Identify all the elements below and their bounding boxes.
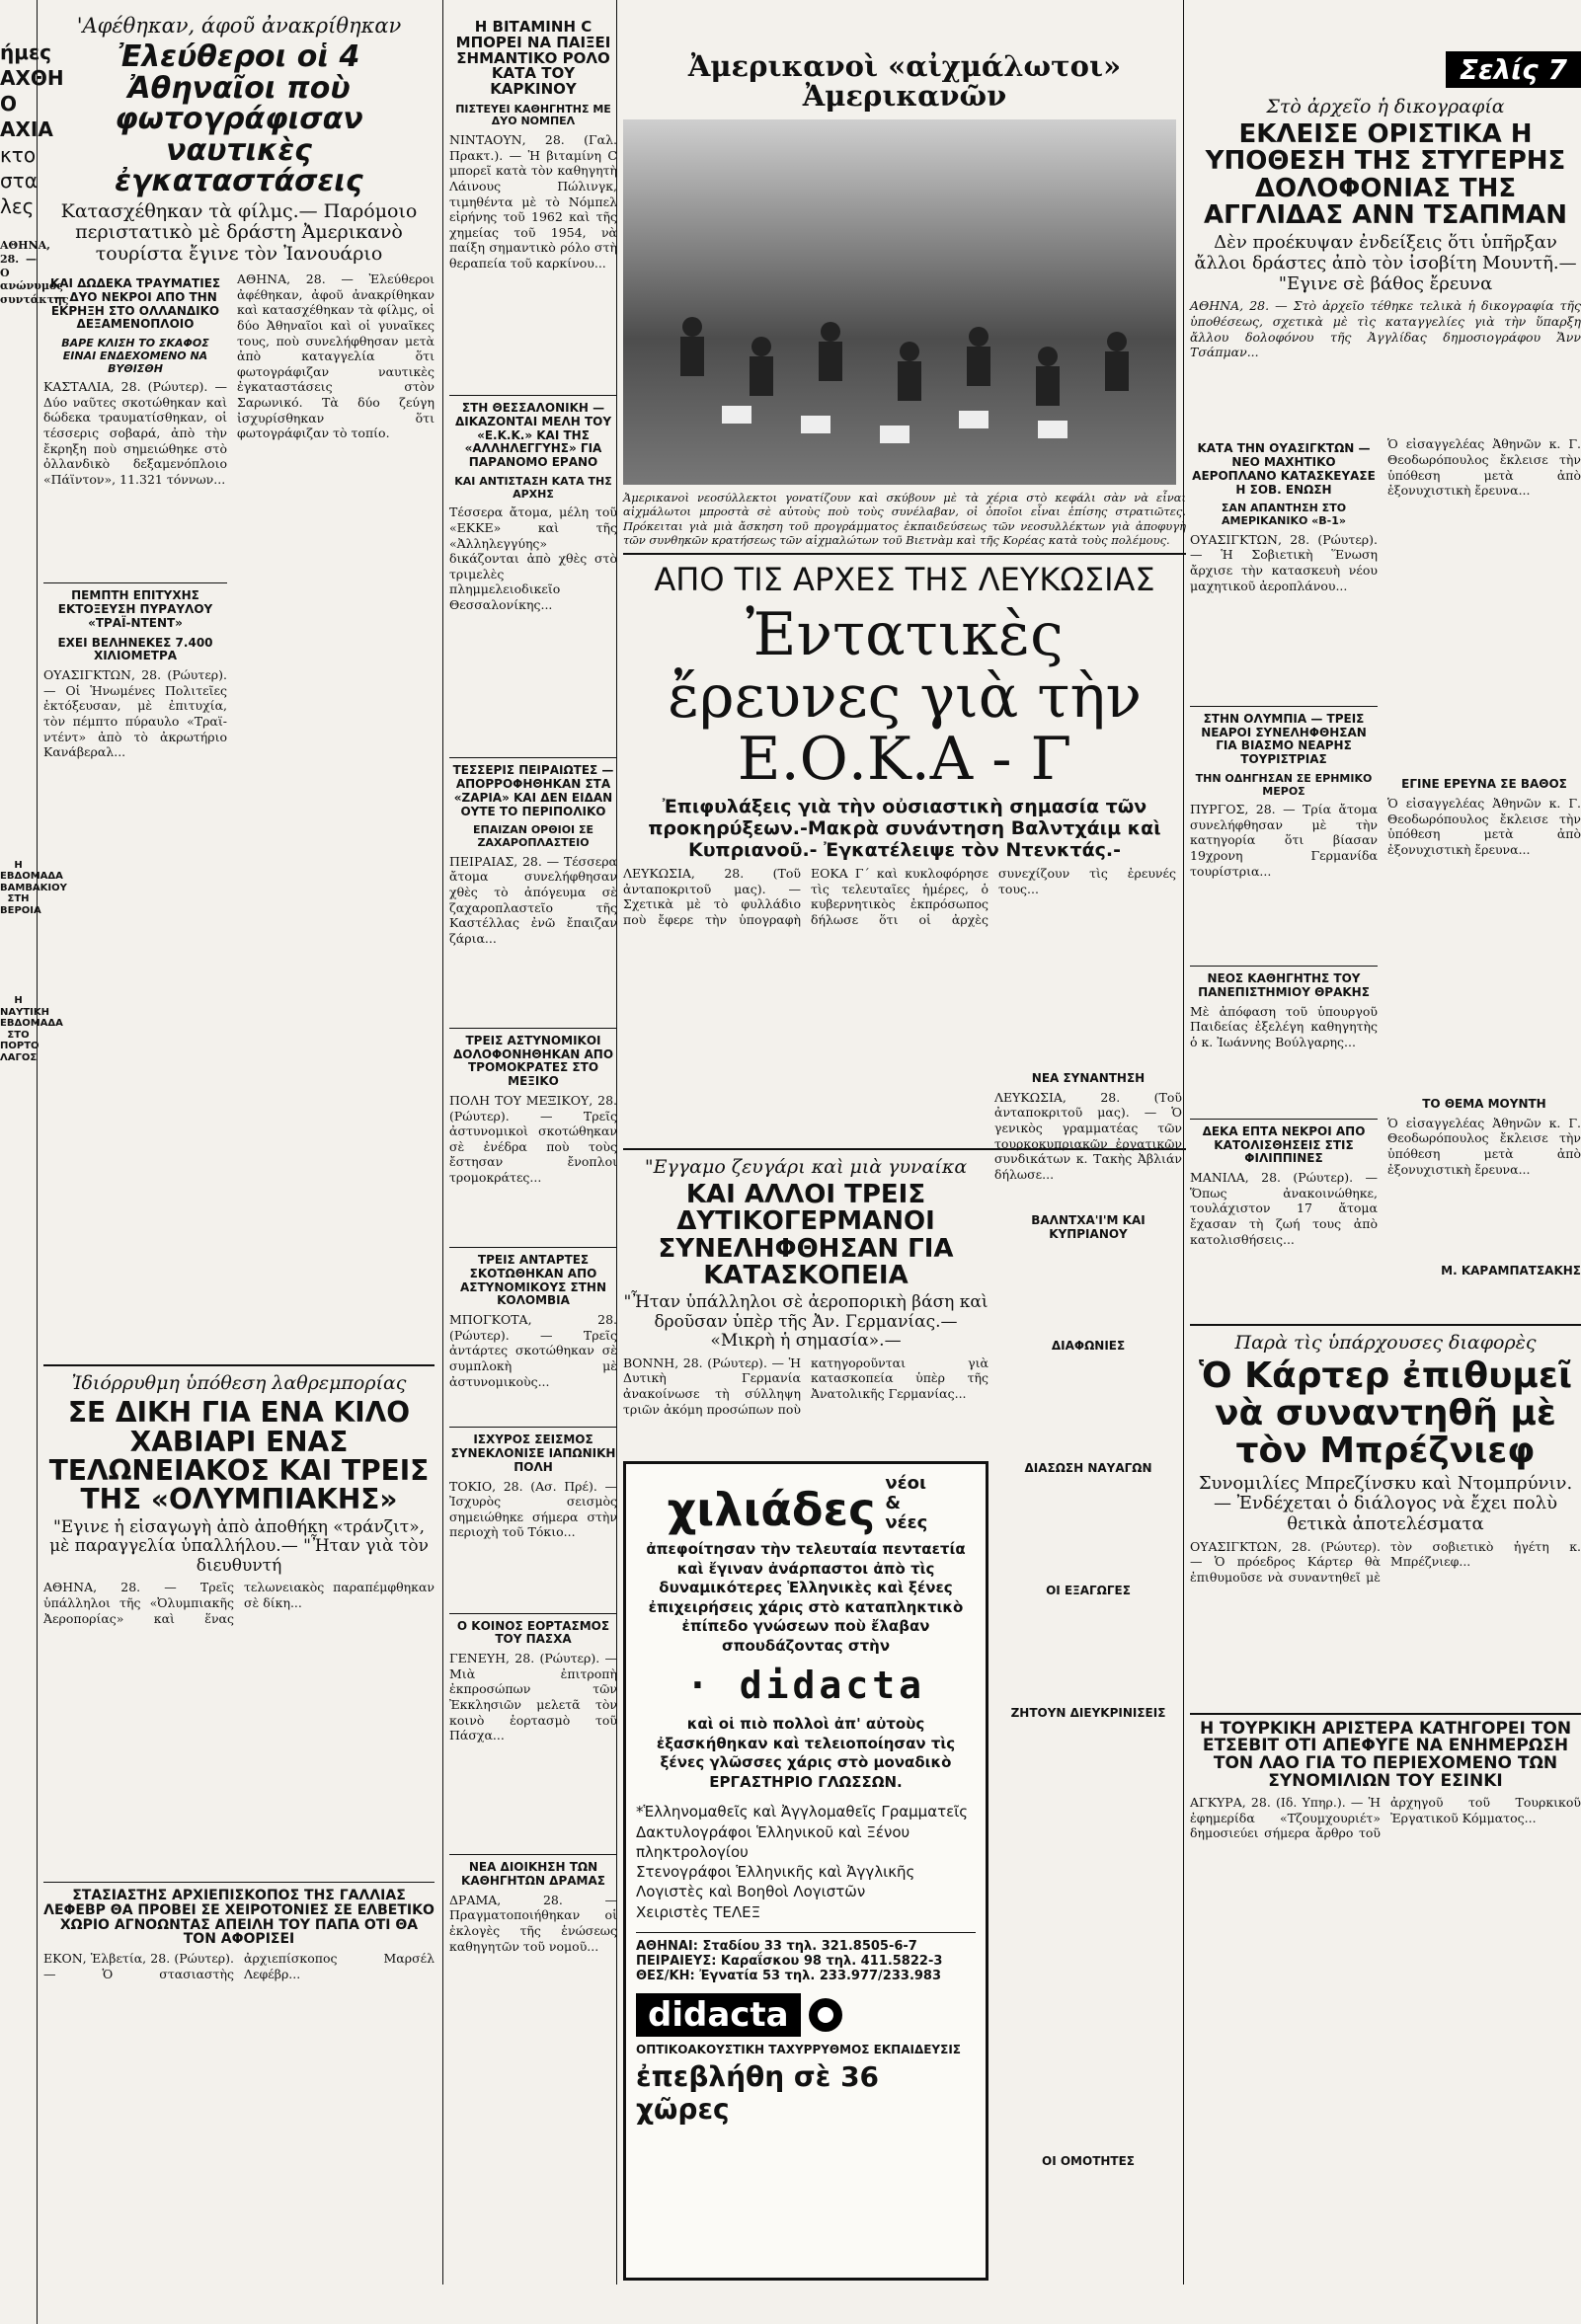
page-badge: Σελίς 7 <box>1446 51 1581 88</box>
article-subhead: ΒΑΡΕ ΚΛΙΣΗ ΤΟ ΣΚΑΦΟΣ ΕΙΝΑΙ ΕΝΔΕΧΟΜΕΝΟ ΝΑ ΒΥΘΙΣΘΗ <box>61 337 209 375</box>
article-subhead: ΟΙ ΕΞΑΓΩΓΕΣ <box>1046 1583 1131 1597</box>
article-deck: Συνομιλίες Μπρεζίνσκυ καὶ Ντομπρύνιν.— Ἐνδέχεται ὁ διάλογος νὰ ἔχει πολὺ θετικὰ ἀποτελέσματα <box>1198 1472 1573 1534</box>
article-body: ΝΙΝΤΑΟΥΝ, 28. (Γαλ. Πρακτ.). — Ἡ βιταμίνη C μπορεῖ κατὰ τὸν καθηγητὴ Λάινους Πώλινγκ, τιμηθέντα μὲ τὸ Νόμπελ εἰρήνης τοῦ 1962 καὶ τῆς χημείας τοῦ 1954, νὰ παίξη σημαντικὸ ρόλο στὴ θεραπεία τοῦ καρκίνου... <box>449 132 617 271</box>
article-thessaloniki <box>449 402 617 751</box>
article-deck: "Εγινε ἡ εἰσαγωγὴ ἀπὸ ἀποθήκη «τράνζιτ», μὲ παραγγελία ὑπαλλήλου.— "Ἦταν γιὰ τὸν διευθυντή <box>49 1516 429 1576</box>
article-body: ΠΕΙΡΑΙΑΣ, 28. — Τέσσερα ἄτομα συνελήφθησαν χθὲς τὸ ἀπόγευμα σὲ ζαχαροπλαστεῖο τῆς Καστέλλας ἐνῶ ἔπαιζαν ζάρια... <box>449 853 617 946</box>
article-headline: Ἐντατικὲς ἔρευνες γιὰ τὴν Ε.Ο.Κ.Α - Γ <box>668 600 1142 795</box>
article-body: ΑΘΗΝΑ, 28. — Ἐλεύθεροι ἀφέθηκαν, ἀφοῦ ἀνακρίθηκαν καὶ κατασχέθηκαν τὰ φίλμς, οἱ δύο Ἀθηναῖοι καὶ οἱ γυναῖκες τους, ποὺ συνελήφθησαν μετὰ ἀπὸ καταγγελία ὅτι φωτογράφιζαν ναυτικὲς ἐγκαταστάσεις στὸν Σαρωνικό. Τὰ δύο ζεύγη ἰσχυρίσθηκαν ὅτι φωτογράφιζαν τὸ τοπίο. <box>237 271 435 441</box>
article-body: ΛΕΥΚΩΣΙΑ, 28. (Τοῦ ἀνταποκριτοῦ μας). — Ὁ γενικὸς γραμματέας τῶν τουρκοκυπριακῶν ἐργατικῶν συνδικάτων κ. Τακὴς Ἀβλιάν δήλωσε... <box>994 1089 1182 1182</box>
article-carter <box>1190 1332 1581 1706</box>
article-headline: ΣΕ ΔΙΚΗ ΓΙΑ ΕΝΑ ΚΙΛΟ ΧΑΒΙΑΡΙ ΕΝΑΣ ΤΕΛΩΝΕΙΑΚΟΣ ΚΑΙ ΤΡΕΙΣ ΤΗΣ «ΟΛΥΜΠΙΑΚΗΣ» <box>48 1396 430 1516</box>
ad-brand-tag: νέοι & νέες <box>885 1473 928 1533</box>
article-subhead: ΠΙΣΤΕΥΕΙ ΚΑΘΗΓΗΤΗΣ ΜΕ ΔΥΟ ΝΟΜΠΕΛ <box>455 102 611 128</box>
article-vitamin <box>449 0 617 389</box>
ad-intro: ἀπεφοίτησαν τὴν τελευταία πενταετία καὶ ἔγιναν ἀνάρπαστοι ἀπὸ τὶς δυναμικότερες Ἑλληνικὲς καὶ ξένες ἐπιχειρήσεις χάρις στὸ καταπληκτικὸ ἐπίπεδο γνώσεων ποὺ ἔλαβαν σπουδάζοντας στὴν <box>646 1540 966 1655</box>
article-body: Ὁ εἰσαγγελέας Ἀθηνῶν κ. Γ. Θεοδωρόπουλος ἔκλεισε τὴν ὑπόθεση μετὰ ἀπὸ ἐξονυχιστικὴ ἔρευνα... <box>1387 436 1581 499</box>
article-subhead: ΣΤΗΝ ΟΛΥΜΠΙΑ — ΤΡΕΙΣ ΝΕΑΡΟΙ ΣΥΝΕΛΗΦΘΗΣΑΝ ΓΙΑ ΒΙΑΣΜΟ ΝΕΑΡΗΣ ΤΟΥΡΙΣΤΡΙΑΣ <box>1201 711 1367 767</box>
photo-figures <box>623 119 1176 485</box>
article-body: ΛΕΥΚΩΣΙΑ, 28. (Τοῦ ἀνταποκριτοῦ μας). — Σχετικὰ μὲ τὸ φυλλάδιο ποὺ ἔφερε τὴν ὑπογραφὴ ΕΟΚΑ Γ΄ καὶ κυκλοφόρησε τὶς τελευταῖες ἡμέρες, ὁ κυβερνητικὸς ἐκπρόσωπος δήλωσε ὅτι οἱ ἀρχὲς συνεχίζουν τὶς ἐρευνές τους... <box>623 865 1176 927</box>
article-subhead: ΒΑΛΝΤΧΑ'Ι'Μ ΚΑΙ ΚΥΠΡΙΑΝΟΥ <box>1031 1212 1146 1241</box>
column-right <box>1183 0 1581 2285</box>
column-left <box>43 0 435 2285</box>
article-kicker: 'Αφέθηκαν, άφοῦ ἀνακρίθηκαν <box>76 14 402 38</box>
ad-name: · didacta <box>686 1664 925 1708</box>
article-subhead: ΤΕΣΣΕΡΙΣ ΠΕΙΡΑΙΩΤΕΣ — ΑΠΟΡΡΟΦΗΘΗΚΑΝ ΣΤΑ «ΖΑΡΙΑ» ΚΑΙ ΔΕΝ ΕΙΔΑΝ ΟΥΤΕ ΤΟ ΠΕΡΙΠΟΛΙΚΟ <box>452 763 614 818</box>
strip-fragment: στα <box>0 169 38 193</box>
article-headline: Ἐλεύθεροι οἱ 4 Ἀθηναῖοι ποὺ φωτογράφισαν ναυτικὲς ἐγκαταστάσεις <box>115 39 363 198</box>
article-headline: ΕΚΛΕΙΣΕ ΟΡΙΣΤΙΚΑ Η ΥΠΟΘΕΣΗ ΤΗΣ ΣΤΥΓΕΡΗΣ ΔΟΛΟΦΟΝΙΑΣ ΤΗΣ ΑΓΓΛΙΔΑΣ ΑΝΝ ΤΣΑΠΜΑΝ <box>1204 119 1567 230</box>
didacta-ad[interactable] <box>623 1461 988 2281</box>
ad-course-item: Χειριστὲς ΤΕΛΕΞ <box>636 1902 761 1921</box>
article-body: ΑΘΗΝΑ, 28. — Τρεῖς ὑπάλληλοι τῆς «Ὀλυμπιακῆς Ἀεροπορίας» καὶ ἕνας τελωνειακὸς παραπέμφθηκαν σὲ δίκη... <box>43 1580 435 1626</box>
article-headline: ΣΤΑΣΙΑΣΤΗΣ ΑΡΧΙΕΠΙΣΚΟΠΟΣ ΤΗΣ ΓΑΛΛΙΑΣ ΛΕΦΕΒΡ ΘΑ ΠΡΟΒΕΙ ΣΕ ΧΕΙΡΟΤΟΝΙΕΣ ΣΕ ΕΛΒΕΤΙΚΟ ΧΩΡΙΟ ΑΓΝΟΩΝΤΑΣ ΑΠΕΙΛΗ ΤΟΥ ΠΑΠΑ ΟΤΙ ΘΑ ΤΟΝ ΑΦΟΡΙΣΕΙ <box>43 1888 435 1948</box>
prisoners-photo <box>623 119 1176 485</box>
ad-course-item: Λογιστὲς καὶ Βοηθοὶ Λογιστῶν <box>636 1883 866 1901</box>
eye-icon <box>809 1998 842 2032</box>
article-subhead: ΚΑΤΑ ΤΗΝ ΟΥΑΣΙΓΚΤΩΝ — ΝΕΟ ΜΑΧΗΤΙΚΟ ΑΕΡΟΠΛΑΝΟ ΚΑΤΑΣΚΕΥΑΣΕ Η ΣΟΒ. ΕΝΩΣΗ <box>1192 441 1376 497</box>
ad-brand: χιλιάδες <box>667 1483 876 1537</box>
article-cyprus-talks <box>994 1066 1182 2172</box>
ad-footer-slogan: ἐπεβλήθη σὲ 36 χῶρες <box>636 2059 880 2126</box>
strip-fragment: κτο <box>0 143 37 167</box>
article-kicker: Στὸ ἀρχεῖο ἡ δικογραφία <box>1266 96 1505 117</box>
article-ecevit <box>1190 1718 1581 2121</box>
article-subhead: ΠΕΜΠΤΗ ΕΠΙΤΥΧΗΣ ΕΚΤΟΞΕΥΣΗ ΠΥΡΑΥΛΟΥ «ΤΡΑΪ-ΝΤΕΝΤ» <box>57 588 213 630</box>
article-drama <box>449 1861 617 2051</box>
article-body: ΑΓΚΥΡΑ, 28. (Ιδ. Υπηρ.). — Ἡ ἐφημερίδα «Τζουμχουριέτ» δημοσιεύει σήμερα ἄρθρο τοῦ ἀρχηγοῦ τοῦ Τουρκικοῦ Ἐργατικοῦ Κόμματος... <box>1190 1795 1581 1841</box>
article-subhead: ΝΕΟΣ ΚΑΘΗΓΗΤΗΣ ΤΟΥ ΠΑΝΕΠΙΣΤΗΜΙΟΥ ΘΡΑΚΗΣ <box>1198 971 1370 999</box>
photo-caption: Ἀμερικανοὶ νεοσύλλεκτοι γονατίζουν καὶ σκύβουν μὲ τὰ χέρια στὸ κεφάλι σὰν νὰ εἶναι αἰχμάλωτοι μπροστὰ σὲ αὐτοὺς ποὺ τοὺς συνέλαβαν, οἱ ὁποῖοι εἶναι ἐπίσης στρατιῶτες. Πρόκειται γιὰ μιὰ ἄσκηση τοῦ προγράμματος ἐκπαιδεύσεως τῶν νεοσυλλέκτων γιὰ ἀποφυγὴ τῶν συνθηκῶν κρατήσεως τῶν αἰχμαλώτων τοῦ Βιετνὰμ καὶ τῆς Κορέας κατὰ τοὺς πολέμους. <box>623 490 1186 547</box>
article-headline: Ἀμερικανοὶ «αἰχμάλωτοι» Ἀμερικανῶν <box>687 49 1122 114</box>
article-eoka <box>623 561 1186 1142</box>
article-body: Μὲ ἀπόφαση τοῦ ὑπουργοῦ Παιδείας ἐξελέγη καθηγητὴς ὁ κ. Ἰωάννης Βούλγαρης... <box>1190 1003 1378 1050</box>
strip-fragment: Ο <box>0 92 18 116</box>
article-subhead: ΤΗΝ ΟΔΗΓΗΣΑΝ ΣΕ ΕΡΗΜΙΚΟ ΜΕΡΟΣ <box>1195 771 1373 798</box>
article-subhead: ΔΕΚΑ ΕΠΤΑ ΝΕΚΡΟΙ ΑΠΟ ΚΑΤΟΛΙΣΘΗΣΕΙΣ ΣΤΙΣ ΦΙΛΙΠΠΙΝΕΣ <box>1202 1123 1366 1166</box>
article-deck: Δὲν προέκυψαν ἐνδείξεις ὅτι ὑπῆρξαν ἄλλοι δράστες ἀπὸ τὸν ἰσοβίτη Μουντῆ.— "Εγινε σὲ βάθος ἔρευνα <box>1194 232 1577 294</box>
article-lead: ΑΘΗΝΑ, 28. — Στὸ ἀρχεῖο τέθηκε τελικὰ ἡ δικογραφία τῆς ὑποθέσεως, σχετικὰ μὲ τὶς καταγγελίες γιὰ τὴν ὕπαρξη ἄλλου δολοφόνου τῆς Ἀγγλίδας δημοσιογράφου Ἄνν Τσάπμαν... <box>1190 298 1581 360</box>
ad-course-item: Δακτυλογράφοι Ἑλληνικοῦ καὶ Ξένου πληκτρολογίου <box>636 1822 910 1861</box>
article-easter <box>449 1620 617 1849</box>
article-body: ΒΟΝΝΗ, 28. (Ρώυτερ). — Ἡ Δυτικὴ Γερμανία ἀνακοίνωσε τὴ σύλληψη τριῶν ἀκόμη προσώπων ποὺ κατηγοροῦνται γιὰ κατασκοπεία ὑπὲρ τῆς Ἀνατολικῆς Γερμανίας... <box>623 1355 988 1417</box>
article-colombia <box>449 1254 617 1421</box>
article-body: Ὁ εἰσαγγελέας Ἀθηνῶν κ. Γ. Θεοδωρόπουλος ἔκλεισε τὴν ὑπόθεση μετὰ ἀπὸ ἐξονυχιστικὴ ἔρευνα... <box>1387 1115 1581 1177</box>
article-subhead: ΕΓΙΝΕ ΕΡΕΥΝΑ ΣΕ ΒΑΘΟΣ <box>1401 777 1567 792</box>
article-spy-plane <box>1190 442 1378 699</box>
article-body: ΕΚΟΝ, Ἑλβετία, 28. (Ρώυτερ). — Ὁ στασιαστὴς ἀρχιεπίσκοπος Μαρσέλ Λεφέβρ... <box>43 1951 435 1981</box>
article-japan <box>449 1433 617 1606</box>
strip-fragment: ΑΧΘΗ <box>0 66 64 90</box>
article-subhead: ΣΤΗ ΘΕΣΣΑΛΟΝΙΚΗ — ΔΙΚΑΖΟΝΤΑΙ ΜΕΛΗ ΤΟΥ «Ε.Κ.Κ.» ΚΑΙ ΤΗΣ «ΑΛΛΗΛΕΓΓΥΗΣ» ΓΙΑ ΠΑΡΑΝΟΜΟ ΕΡΑΝΟ <box>454 401 612 470</box>
article-kicker: Ἰδιόρρυθμη ὑπόθεση λαθρεμπορίας <box>71 1372 407 1395</box>
ad-course-item: Στενογράφοι Ἑλληνικῆς καὶ Ἀγγλικῆς <box>636 1863 915 1882</box>
article-subhead: ΔΙΑΣΩΣΗ ΝΑΥΑΓΩΝ <box>1024 1461 1152 1476</box>
strip-fragment: ΑΧΙΑ <box>0 117 53 141</box>
article-subhead: ΤΡΕΙΣ ΑΣΤΥΝΟΜΙΚΟΙ ΔΟΛΟΦΟΝΗΘΗΚΑΝ ΑΠΟ ΤΡΟΜΟΚΡΑΤΕΣ ΣΤΟ ΜΕΞΙΚΟ <box>452 1033 614 1089</box>
article-body: ΜΑΝΙΛΑ, 28. (Ρώυτερ). — Ὅπως ἀνακοινώθηκε, τουλάχιστον 17 ἄτομα ἔχασαν τὴ ζωή τους ἀπὸ κατολισθήσεις... <box>1190 1170 1378 1247</box>
article-headline: Ὁ Κάρτερ ἐπιθυμεῖ νὰ συναντηθῆ μὲ τὸν Μπρέζνιεφ <box>1199 1356 1572 1471</box>
article-subhead: ΕΠΑΙΖΑΝ ΟΡΘΙΟΙ ΣΕ ΖΑΧΑΡΟΠΛΑΣΤΕΙΟ <box>472 823 593 850</box>
article-subhead: ΚΑΙ ΔΩΔΕΚΑ ΤΡΑΥΜΑΤΙΕΣ — ΔΥΟ ΝΕΚΡΟΙ ΑΠΟ ΤΗΝ ΕΚΡΗΞΗ ΣΤΟ ΟΛΛΑΝΔΙΚΟ ΔΕΞΑΜΕΝΟΠΛΟΙΟ <box>49 276 221 332</box>
article-subhead: ΤΡΕΙΣ ΑΝΤΑΡΤΕΣ ΣΚΟΤΩΘΗΚΑΝ ΑΠΟ ΑΣΤΥΝΟΜΙΚΟΥΣ ΣΤΗΝ ΚΟΛΟΜΒΙΑ <box>459 1252 607 1308</box>
article-body: ΟΥΑΣΙΓΚΤΩΝ, 28. (Ρώυτερ). — Ἡ Σοβιετικὴ Ἕνωση ἄρχισε τὴν κατασκευὴ νέου μαχητικοῦ ἀεροπλάνου... <box>1190 531 1378 593</box>
article-subhead: ΕΧΕΙ ΒΕΛΗΝΕΚΕΣ 7.400 ΧΙΛΙΟΜΕΤΡΑ <box>57 635 213 663</box>
article-subhead: ΖΗΤΟΥΝ ΔΙΕΥΚΡΙΝΙΣΕΙΣ <box>1010 1705 1166 1720</box>
ad-footer-brand: didacta <box>636 1993 801 2037</box>
article-subhead: ΙΣΧΥΡΟΣ ΣΕΙΣΜΟΣ ΣΥΝΕΚΛΟΝΙΣΕ ΙΑΠΩΝΙΚΗ ΠΟΛΗ <box>450 1433 616 1474</box>
article-body: ΜΠΟΓΚΟΤΑ, 28. (Ρώυτερ). — Τρεῖς ἀντάρτες σκοτώθηκαν σὲ συμπλοκὴ μὲ ἀστυνομικοὺς... <box>449 1312 617 1389</box>
article-thrace <box>1190 972 1378 1113</box>
ad-course-item: *Ἑλληνομαθεῖς καὶ Ἀγγλομαθεῖς Γραμματεῖς <box>636 1803 969 1821</box>
article-subhead: ΟΙ ΟΜΟΤΗΤΕΣ <box>1042 2153 1135 2168</box>
ad-address: ΑΘΗΝΑΙ: Σταδίου 33 τηλ. 321.8505-6-7 <box>636 1938 917 1954</box>
strip-fragment: ήμες <box>0 40 51 64</box>
article-olympia <box>1190 713 1378 960</box>
article-subhead: Ο ΚΟΙΝΟΣ ΕΟΡΤΑΣΜΟΣ ΤΟΥ ΠΑΣΧΑ <box>456 1618 610 1647</box>
article-subhead: ΤΟ ΘΕΜΑ ΜΟΥΝΤΗ <box>1422 1097 1546 1112</box>
ad-address: ΘΕΣ/ΚΗ: Ἐγνατία 53 τηλ. 233.977/233.983 <box>636 1968 942 1983</box>
ad-courses <box>636 1802 976 1922</box>
article-kicker: ΑΠΟ ΤΙΣ ΑΡΧΕΣ ΤΗΣ ΛΕΥΚΩΣΙΑΣ <box>654 561 1155 599</box>
article-deck: Ἐπιφυλάξεις γιὰ τὴν οὐσιαστικὴ σημασία τῶν προκηρύξεων.-Μακρὰ συνάντηση Βαλντχάιμ καὶ Κυπριανοῦ.- Ἐγκατέλειψε τὸν Ντενκτάς.- <box>648 796 1161 862</box>
article-body: ΟΥΑΣΙΓΚΤΩΝ, 28. (Ρώυτερ). — Οἱ Ἡνωμένες Πολιτεῖες ἐκτόξευσαν, μὲ ἐπιτυχία, τὸν πέμπτο πύραυλο «Τραϊ-ντέντ» ἀπὸ τὸ ἀκρωτήριο Κανάβεραλ... <box>43 667 227 760</box>
article-body: ΠΥΡΓΟΣ, 28. — Τρία ἄτομα συνελήφθησαν μὲ τὴν κατηγορία ὅτι βίασαν 19χρονη Γερμανίδα τουρίστρια... <box>1190 802 1378 879</box>
article-subhead: ΝΕΑ ΣΥΝΑΝΤΗΣΗ <box>1031 1071 1146 1085</box>
article-kicker: "Εγγαμο ζευγάρι καὶ μιὰ γυναίκα <box>644 1155 968 1178</box>
article-body: Ὁ εἰσαγγελέας Ἀθηνῶν κ. Γ. Θεοδωρόπουλος ἔκλεισε τὴν ὑπόθεση μετὰ ἀπὸ ἐξονυχιστικὴ ἔρευνα... <box>1387 796 1581 857</box>
article-deck: Κατασχέθηκαν τὰ φίλμς.— Παρόμοιο περιστατικὸ μὲ δράστη Ἀμερικανὸ τουρίστα ἔγινε τὸν Ἰανουάριο <box>60 199 418 266</box>
article-anne <box>1190 96 1581 1318</box>
strip-subhead: Η ΕΒΔΟΜΑΔΑ ΒΑΜΒΑΚΙΟΥ ΣΤΗ ΒΕΡΟΙΑ <box>0 859 67 916</box>
article-subhead: ΣΑΝ ΑΠΑΝΤΗΣΗ ΣΤΟ ΑΜΕΡΙΚΑΝΙΚΟ «Β-1» <box>1221 502 1347 528</box>
article-deck: "Ἦταν ὑπάλληλοι σὲ ἀεροπορικὴ βάση καὶ δροῦσαν ὑπὲρ τῆς Ἀν. Γερμανίας.— «Μικρὴ ἡ σημασία».— <box>623 1292 988 1352</box>
article-piraeus <box>449 764 617 1021</box>
article-body: Τέσσερα ἄτομα, μέλη τοῦ «ΕΚΚΕ» καὶ τῆς «Ἀλληλεγγύης» δικάζονται ἀπὸ χθὲς στὸ τριμελὲς πλημμελειοδικεῖο Θεσσαλονίκης... <box>449 504 617 613</box>
article-lefebvre <box>43 1889 435 2208</box>
strip-subhead: Η ΝΑΥΤΙΚΗ ΕΒΔΟΜΑΔΑ ΣΤΟ ΠΟΡΤΟ ΛΑΓΟΣ <box>0 995 63 1063</box>
article-subhead: ΝΕΑ ΔΙΟΙΚΗΣΗ ΤΩΝ ΚΑΘΗΓΗΤΩΝ ΔΡΑΜΑΣ <box>461 1860 605 1888</box>
article-body: ΓΕΝΕΥΗ, 28. (Ρώυτερ). — Μιὰ ἐπιτροπὴ ἐκπροσώπων τῶν Ἐκκλησιῶν μελετᾶ τὸν κοινὸ ἑορτασμὸ τοῦ Πάσχα... <box>449 1651 617 1743</box>
ad-footer-line: ΟΠΤΙΚΟΑΚΟΥΣΤΙΚΗ ΤΑΧΥΡΡΥΘΜΟΣ ΕΚΠΑΙΔΕΥΣΙΣ <box>636 2042 961 2056</box>
column-center <box>616 0 1186 2285</box>
article-body: ΚΑΣΤΑΛΙΑ, 28. (Ρώυτερ). — Δύο ναῦτες σκοτώθηκαν καὶ δώδεκα τραυματίσθηκαν, οἱ τέσσερις σοβαρά, ἀπὸ τὴν ἔκρηξη ποὺ σημειώθηκε στὸ ὀλλανδικὸ δεξαμενόπλοιο «Πάϊντον», 11.321 τόννων... <box>43 379 227 487</box>
article-headline: Η ΒΙΤΑΜΙΝΗ C ΜΠΟΡΕΙ ΝΑ ΠΑΙΞΕΙ ΣΗΜΑΝΤΙΚΟ ΡΟΛΟ ΚΑΤΑ ΤΟΥ ΚΑΡΚΙΝΟΥ <box>455 18 611 98</box>
article-subhead: ΚΑΙ ΑΝΤΙΣΤΑΣΗ ΚΑΤΑ ΤΗΣ ΑΡΧΗΣ <box>454 475 612 501</box>
article-photographers <box>43 0 435 266</box>
left-strip <box>0 0 69 2285</box>
article-body: ΔΡΑΜΑ, 28. — Πραγματοποιήθηκαν οἱ ἐκλογὲς τῆς ἑνώσεως καθηγητῶν τοῦ νομοῦ... <box>449 1892 617 1954</box>
ad-intro2: καὶ οἱ πιὸ πολλοὶ ἀπ' αὐτοὺς ἐξασκήθηκαν καὶ τελειοποίησαν τὶς ξένες γλῶσσες χάρις στὸ μοναδικὸ ΕΡΓΑΣΤΗΡΙΟ ΓΛΩΣΣΩΝ. <box>656 1715 956 1791</box>
article-subhead: ΔΙΑΦΩΝΙΕΣ <box>1051 1339 1126 1354</box>
article-body: ΤΟΚΙΟ, 28. (Ασ. Πρέ). — Ἰσχυρὸς σεισμὸς σημειώθηκε σήμερα στὴν περιοχὴ τοῦ Τόκιο... <box>449 1478 617 1540</box>
article-author: Μ. ΚΑΡΑΜΠΑΤΣΑΚΗΣ <box>1441 1263 1581 1278</box>
strip-fragment: λες <box>0 194 35 218</box>
article-body: ΠΟΛΗ ΤΟΥ ΜΕΞΙΚΟΥ, 28. (Ρώυτερ). — Τρεῖς ἀστυνομικοὶ σκοτώθηκαν σὲ ἐνέδρα ποὺ τοὺς ἔστησαν ἔνοπλοι τρομοκράτες... <box>449 1092 617 1186</box>
article-philippines <box>1190 1125 1378 1318</box>
article-headline: ΚΑΙ ΑΛΛΟΙ ΤΡΕΙΣ ΔΥΤΙΚΟΓΕΡΜΑΝΟΙ ΣΥΝΕΛΗΦΘΗΣΑΝ ΓΙΑ ΚΑΤΑΣΚΟΠΕΙΑ <box>658 1179 954 1290</box>
article-kicker: Παρὰ τὶς ὑπάρχουσες διαφορὲς <box>1234 1332 1537 1355</box>
article-headline: Η ΤΟΥΡΚΙΚΗ ΑΡΙΣΤΕΡΑ ΚΑΤΗΓΟΡΕΙ ΤΟΝ ΕΤΣΕΒΙΤ ΟΤΙ ΑΠΕΦΥΓΕ ΝΑ ΕΝΗΜΕΡΩΣΗ ΤΟΝ ΛΑΟ ΓΙΑ ΤΟ ΠΕΡΙΕΧΟΜΕΝΟ ΤΩΝ ΣΥΝΟΜΙΛΙΩΝ ΤΟΥ ΕΣΙΝΚΙ <box>1199 1718 1572 1792</box>
article-caviar <box>43 1372 435 1876</box>
ad-address: ΠΕΙΡΑΙΕΥΣ: Καραΐσκου 98 τηλ. 411.5822-3 <box>636 1953 943 1969</box>
strip-body: ΑΘΗΝΑ, 28. — Ο ανώνυμος συντάκτης <box>0 239 69 306</box>
column-center-left <box>442 0 617 2285</box>
article-body: ΟΥΑΣΙΓΚΤΩΝ, 28. (Ρώυτερ). — Ὁ πρόεδρος Κάρτερ θὰ ἐπιθυμοῦσε νὰ συναντηθεῖ μὲ τὸν σοβιετικὸ ἡγέτη κ. Μπρέζνιεφ... <box>1190 1538 1581 1585</box>
article-prisoners <box>623 0 1186 547</box>
article-mexico <box>449 1035 617 1241</box>
